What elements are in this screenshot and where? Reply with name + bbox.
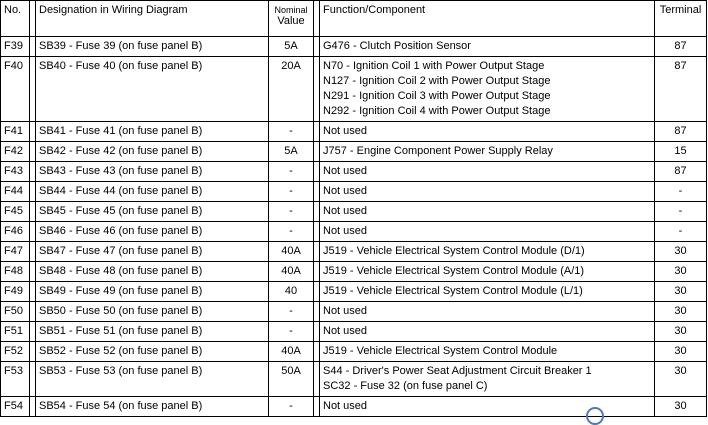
function-component: [320, 182, 655, 202]
nominal-value: 40: [269, 282, 314, 302]
function-component: [320, 202, 655, 222]
function-line: Not used: [323, 225, 368, 237]
fuse-number: F41: [1, 122, 30, 142]
fuse-number: F39: [1, 37, 30, 57]
function-component: [320, 37, 655, 57]
table-row: [1, 342, 707, 362]
function-component: [320, 362, 655, 397]
fuse-number: F52: [1, 342, 30, 362]
terminal-value: -: [655, 222, 707, 242]
header-no: No.: [1, 1, 30, 37]
fuse-designation: SB41 - Fuse 41 (on fuse panel B): [36, 122, 269, 142]
table-row: [1, 222, 707, 242]
nominal-value: 40A: [269, 342, 314, 362]
table-row: [1, 282, 707, 302]
fuse-designation: SB52 - Fuse 52 (on fuse panel B): [36, 342, 269, 362]
fuse-designation: SB46 - Fuse 46 (on fuse panel B): [36, 222, 269, 242]
table-row: [1, 262, 707, 282]
fuse-designation: SB53 - Fuse 53 (on fuse panel B): [36, 362, 269, 397]
fuse-number: F44: [1, 182, 30, 202]
function-line: Not used: [323, 400, 368, 412]
terminal-value: 30: [655, 322, 707, 342]
function-line: J519 - Vehicle Electrical System Control Module (D/1): [323, 245, 585, 257]
function-component: [320, 142, 655, 162]
nominal-value: 40A: [269, 262, 314, 282]
function-line: Not used: [323, 305, 368, 317]
terminal-value: 30: [655, 262, 707, 282]
nominal-value: -: [269, 322, 314, 342]
terminal-value: -: [655, 202, 707, 222]
header-nominal-bottom: Value: [277, 15, 305, 27]
function-line: Not used: [323, 325, 368, 337]
fuse-designation: SB43 - Fuse 43 (on fuse panel B): [36, 162, 269, 182]
nominal-value: -: [269, 302, 314, 322]
terminal-value: 30: [655, 302, 707, 322]
function-line: Not used: [323, 205, 368, 217]
fuse-designation: SB39 - Fuse 39 (on fuse panel B): [36, 37, 269, 57]
function-component: [320, 342, 655, 362]
nominal-value: 20A: [269, 57, 314, 122]
fuse-designation: SB54 - Fuse 54 (on fuse panel B): [36, 397, 269, 417]
terminal-value: 30: [655, 397, 707, 417]
fuse-number: F40: [1, 57, 30, 122]
function-line: J519 - Vehicle Electrical System Control Module (A/1): [323, 265, 585, 277]
table-row: [1, 322, 707, 342]
terminal-value: 30: [655, 362, 707, 397]
function-component: [320, 322, 655, 342]
fuse-designation: SB44 - Fuse 44 (on fuse panel B): [36, 182, 269, 202]
table-row: [1, 362, 707, 397]
table-row: [1, 122, 707, 142]
nominal-value: 40A: [269, 242, 314, 262]
fuse-number: F53: [1, 362, 30, 397]
terminal-value: 87: [655, 37, 707, 57]
nominal-value: 50A: [269, 362, 314, 397]
function-component: [320, 242, 655, 262]
table-row: [1, 142, 707, 162]
header-nominal-value: [269, 1, 314, 37]
terminal-value: 87: [655, 122, 707, 142]
function-line: J519 - Vehicle Electrical System Control Module: [323, 345, 558, 357]
function-component: [320, 397, 655, 417]
function-component: [320, 262, 655, 282]
function-component: [320, 222, 655, 242]
fuse-designation: SB51 - Fuse 51 (on fuse panel B): [36, 322, 269, 342]
function-line: N291 - Ignition Coil 3 with Power Output Stage: [323, 90, 551, 102]
terminal-value: -: [655, 182, 707, 202]
fuse-number: F54: [1, 397, 30, 417]
function-component: [320, 302, 655, 322]
nominal-value: -: [269, 122, 314, 142]
function-component: [320, 162, 655, 182]
nominal-value: -: [269, 397, 314, 417]
terminal-value: 87: [655, 162, 707, 182]
nominal-value: -: [269, 222, 314, 242]
terminal-value: 30: [655, 242, 707, 262]
header-designation: Designation in Wiring Diagram: [36, 1, 269, 37]
function-line: N127 - Ignition Coil 2 with Power Output Stage: [323, 75, 551, 87]
function-line: J757 - Engine Component Power Supply Relay: [323, 145, 553, 157]
nominal-value: -: [269, 162, 314, 182]
corner-circle-icon: [586, 407, 604, 425]
fuse-number: F47: [1, 242, 30, 262]
fuse-number: F45: [1, 202, 30, 222]
table-row: [1, 182, 707, 202]
table-row: [1, 57, 707, 122]
table-body: [1, 37, 707, 417]
fuse-number: F43: [1, 162, 30, 182]
fuse-number: F42: [1, 142, 30, 162]
fuse-number: F48: [1, 262, 30, 282]
fuse-designation: SB50 - Fuse 50 (on fuse panel B): [36, 302, 269, 322]
header-row: [1, 1, 707, 37]
function-line: N70 - Ignition Coil 1 with Power Output Stage: [323, 60, 545, 72]
fuse-designation: SB48 - Fuse 48 (on fuse panel B): [36, 262, 269, 282]
table-row: [1, 202, 707, 222]
function-line: S44 - Driver's Power Seat Adjustment Circuit Breaker 1: [323, 365, 592, 377]
nominal-value: 5A: [269, 142, 314, 162]
fuse-number: F50: [1, 302, 30, 322]
table-row: [1, 302, 707, 322]
function-line: Not used: [323, 185, 368, 197]
table-row: [1, 37, 707, 57]
function-line: J519 - Vehicle Electrical System Control Module (L/1): [323, 285, 583, 297]
function-component: [320, 282, 655, 302]
function-line: N292 - Ignition Coil 4 with Power Output Stage: [323, 105, 551, 117]
function-line: G476 - Clutch Position Sensor: [323, 40, 471, 52]
header-nominal-top: Nominal: [274, 5, 308, 15]
table-row: [1, 242, 707, 262]
function-component: [320, 57, 655, 122]
terminal-value: 30: [655, 342, 707, 362]
fuse-number: F46: [1, 222, 30, 242]
terminal-value: 15: [655, 142, 707, 162]
nominal-value: 5A: [269, 37, 314, 57]
header-function: Function/Component: [320, 1, 655, 37]
fuse-designation: SB42 - Fuse 42 (on fuse panel B): [36, 142, 269, 162]
table-row: [1, 162, 707, 182]
function-line: Not used: [323, 125, 368, 137]
fuse-number: F51: [1, 322, 30, 342]
fuse-designation: SB45 - Fuse 45 (on fuse panel B): [36, 202, 269, 222]
fuse-designation: SB47 - Fuse 47 (on fuse panel B): [36, 242, 269, 262]
fuse-number: F49: [1, 282, 30, 302]
header-terminal: Terminal: [655, 1, 707, 37]
nominal-value: -: [269, 182, 314, 202]
function-component: [320, 122, 655, 142]
fuse-designation: SB49 - Fuse 49 (on fuse panel B): [36, 282, 269, 302]
terminal-value: 87: [655, 57, 707, 122]
function-line: Not used: [323, 165, 368, 177]
terminal-value: 30: [655, 282, 707, 302]
function-line: SC32 - Fuse 32 (on fuse panel C): [323, 380, 488, 392]
nominal-value: -: [269, 202, 314, 222]
fuse-designation: SB40 - Fuse 40 (on fuse panel B): [36, 57, 269, 122]
